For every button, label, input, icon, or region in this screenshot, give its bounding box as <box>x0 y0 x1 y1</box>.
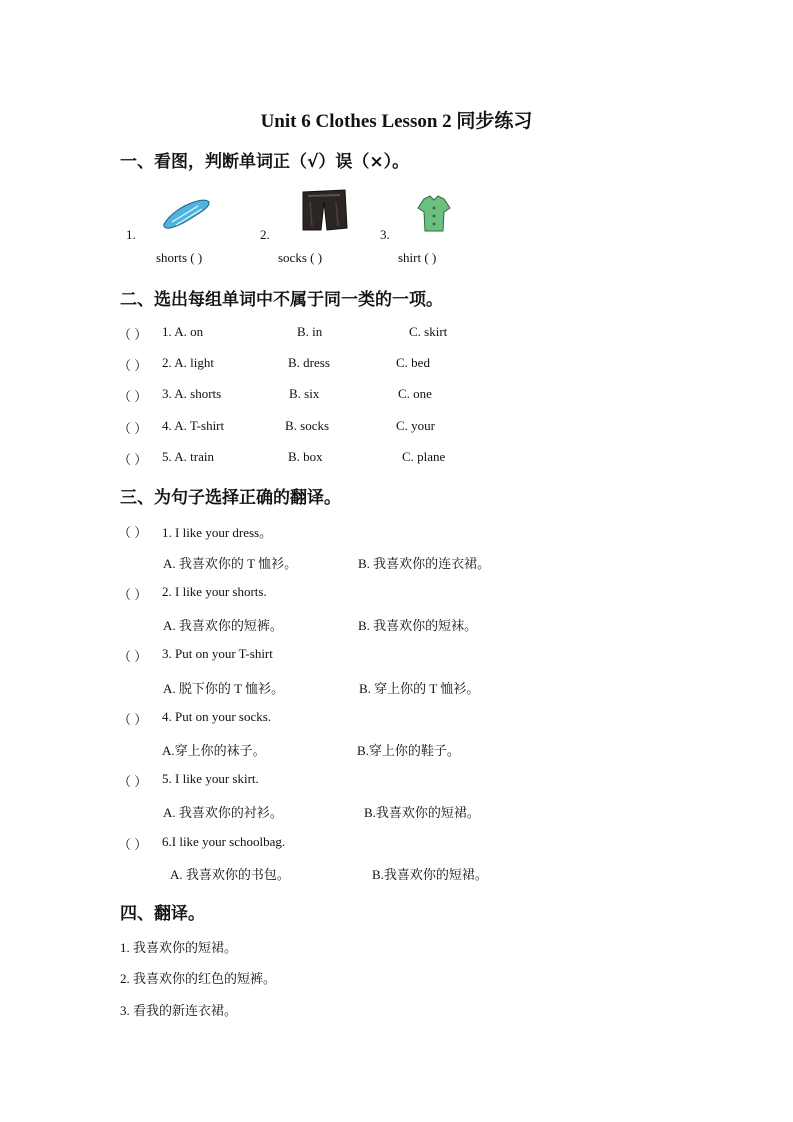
shirt-icon <box>416 194 452 234</box>
option-a: 5. A. train <box>162 449 214 464</box>
question: 5. I like your skirt. <box>162 771 259 786</box>
choice-b: B. 我喜欢你的连衣裙。 <box>358 556 491 571</box>
answer-blank[interactable]: （ ） <box>118 587 148 602</box>
question: 2. I like your shorts. <box>162 584 267 599</box>
option-b: B. socks <box>285 418 330 433</box>
answer-blank[interactable]: （ ） <box>118 327 148 342</box>
part2-heading: 二、选出每组单词中不属于同一类的一项。 <box>120 290 443 310</box>
question: 1. I like your dress。 <box>162 525 273 540</box>
answer-blank[interactable]: （ ） <box>118 525 148 540</box>
option-c: C. skirt <box>409 324 448 339</box>
choice-b: B.我喜欢你的短裙。 <box>372 867 488 882</box>
question: 4. Put on your socks. <box>162 709 272 724</box>
question: 6.I like your schoolbag. <box>162 834 286 849</box>
translate-item: 2. 我喜欢你的红色的短裤。 <box>120 971 277 986</box>
option-b: B. box <box>288 449 323 464</box>
answer-blank[interactable]: （ ） <box>118 358 148 373</box>
pants-icon <box>300 188 348 232</box>
answer-blank[interactable]: （ ） <box>118 452 148 467</box>
item-number: 3. <box>380 227 390 242</box>
question: 3. Put on your T-shirt <box>162 646 273 661</box>
answer-blank[interactable]: （ ） <box>118 421 148 436</box>
option-a: 4. A. T-shirt <box>162 418 225 433</box>
part3-heading: 三、为句子选择正确的翻译。 <box>120 488 341 508</box>
option-a: 1. A. on <box>162 324 204 339</box>
choice-a: A. 我喜欢你的衬衫。 <box>163 805 283 820</box>
part4-heading: 四、翻译。 <box>120 904 205 924</box>
word-shorts: shorts ( ) <box>156 250 203 265</box>
answer-blank[interactable]: （ ） <box>118 837 148 852</box>
option-a: 3. A. shorts <box>162 386 222 401</box>
choice-a: A.穿上你的袜子。 <box>162 743 266 758</box>
option-c: C. plane <box>402 449 446 464</box>
choice-a: A. 我喜欢你的书包。 <box>170 867 290 882</box>
option-b: B. dress <box>288 355 330 370</box>
item-number: 1. <box>126 227 136 242</box>
choice-b: B.我喜欢你的短裙。 <box>364 805 480 820</box>
choice-a: A. 我喜欢你的短裤。 <box>163 618 283 633</box>
answer-blank[interactable]: （ ） <box>118 389 148 404</box>
choice-b: B. 穿上你的 T 恤衫。 <box>359 681 480 696</box>
choice-b: B. 我喜欢你的短袜。 <box>358 618 478 633</box>
shoe-icon <box>160 196 212 232</box>
option-c: C. one <box>398 386 432 401</box>
option-b: B. in <box>297 324 323 339</box>
answer-blank[interactable]: （ ） <box>118 774 148 789</box>
option-c: C. bed <box>396 355 430 370</box>
answer-blank[interactable]: （ ） <box>118 649 148 664</box>
translate-item: 1. 我喜欢你的短裙。 <box>120 940 238 955</box>
choice-a: A. 我喜欢你的 T 恤衫。 <box>163 556 298 571</box>
part1-heading: 一、看图，判断单词正（√）误（×）。 <box>120 152 410 172</box>
choice-a: A. 脱下你的 T 恤衫。 <box>163 681 285 696</box>
option-b: B. six <box>289 386 320 401</box>
word-socks: socks ( ) <box>278 250 323 265</box>
choice-b: B.穿上你的鞋子。 <box>357 743 460 758</box>
page-title: Unit 6 Clothes Lesson 2 同步练习 <box>260 111 533 132</box>
item-number: 2. <box>260 227 270 242</box>
translate-item: 3. 看我的新连衣裙。 <box>120 1003 238 1018</box>
option-a: 2. A. light <box>162 355 215 370</box>
answer-blank[interactable]: （ ） <box>118 712 148 727</box>
option-c: C. your <box>396 418 435 433</box>
word-shirt: shirt ( ) <box>398 250 437 265</box>
